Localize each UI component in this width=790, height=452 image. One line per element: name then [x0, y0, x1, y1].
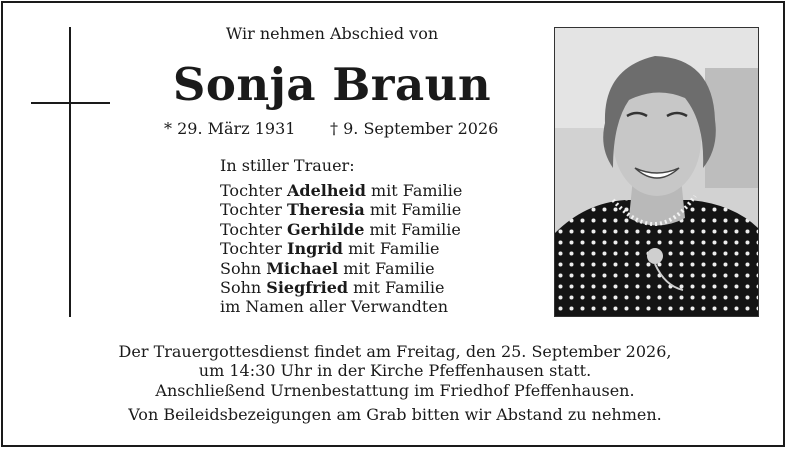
service-line: Der Trauergottesdienst findet am Freitag, den 25. September 2026, — [118, 342, 672, 361]
relative-item — [220, 259, 462, 278]
relative-relation: Sohn — [220, 278, 262, 298]
service-info — [0, 342, 790, 400]
relative-suffix: mit Familie — [369, 219, 461, 239]
relative-item — [220, 239, 462, 258]
relative-item — [220, 220, 462, 239]
mourning-heading: In stiller Trauer: — [220, 156, 355, 175]
death-date: † 9. September 2026 — [330, 119, 499, 138]
relative-name: Michael — [266, 258, 339, 278]
relative-suffix: mit Familie — [353, 278, 445, 298]
relative-relation: Tochter — [220, 200, 282, 220]
service-line: um 14:30 Uhr in der Kirche Pfeffenhausen statt. — [198, 361, 592, 381]
relative-name: Adelheid — [286, 181, 366, 200]
service-line: Anschließend Urnenbestattung im Friedhof Pfeffenhausen. — [155, 380, 635, 400]
birth-date: * 29. März 1931 — [164, 119, 296, 138]
relative-suffix: mit Familie — [369, 200, 462, 220]
intro-text: Wir nehmen Abschied von — [225, 24, 439, 43]
relative-item — [220, 278, 462, 297]
relative-relation: Tochter — [220, 219, 282, 239]
relatives-closing: im Namen aller Verwandten — [220, 297, 449, 317]
relative-item — [220, 181, 462, 200]
portrait-photo — [554, 27, 759, 317]
relative-suffix: mit Familie — [348, 239, 440, 259]
relative-name: Theresia — [286, 200, 365, 220]
relative-relation: Tochter — [220, 239, 282, 259]
closing-note: Von Beileidsbezeigungen am Grab bitten wir Abstand zu nehmen. — [128, 405, 662, 424]
portrait-illustration — [555, 28, 758, 316]
relative-suffix: mit Familie — [343, 258, 435, 278]
relative-name: Siegfried — [266, 278, 349, 298]
deceased-name: Sonja Braun — [172, 58, 492, 111]
relatives-list — [220, 181, 462, 317]
relative-relation: Sohn — [220, 258, 262, 278]
relative-name: Gerhilde — [286, 219, 365, 239]
relative-name: Ingrid — [286, 239, 343, 259]
relative-suffix: mit Familie — [371, 181, 463, 200]
relative-item — [220, 200, 462, 219]
relative-relation: Tochter — [220, 181, 282, 200]
